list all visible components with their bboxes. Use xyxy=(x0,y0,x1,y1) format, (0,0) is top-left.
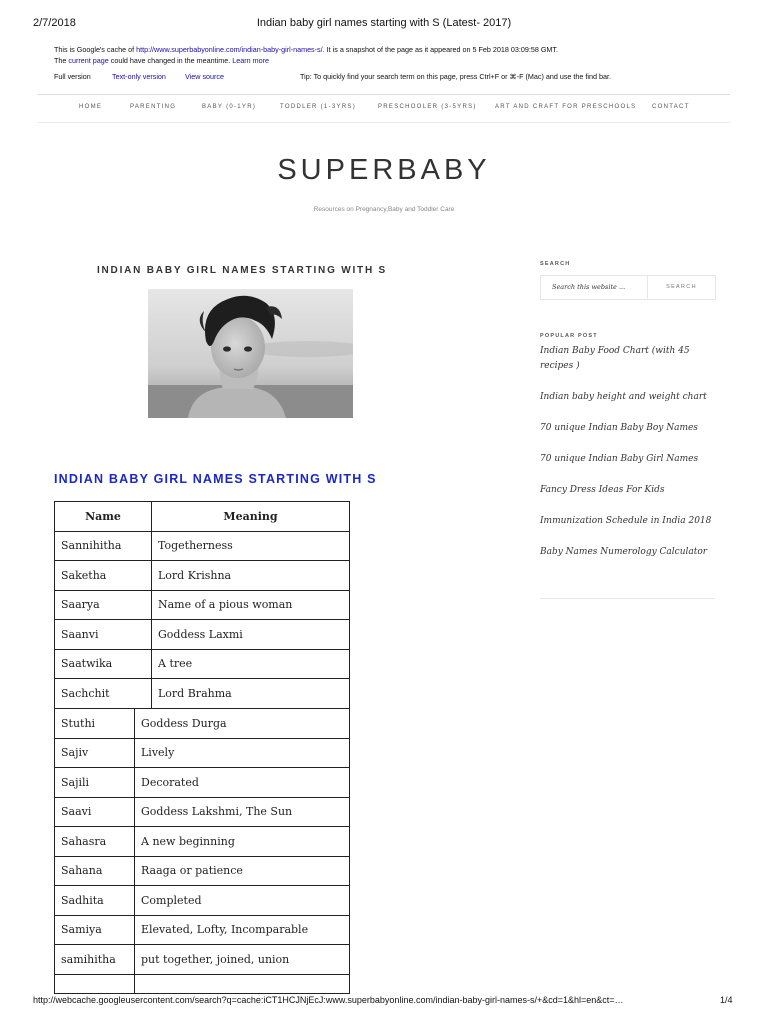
popular-post-link[interactable]: Indian Baby Food Chart (with 45 recipes ) xyxy=(540,346,690,371)
print-header xyxy=(0,17,768,31)
meaning-cell: Decorated xyxy=(135,768,350,798)
meaning-cell: Completed xyxy=(135,886,350,916)
site-tagline: Resources on Pregnancy,Baby and Toddler Care xyxy=(313,206,455,213)
nav-item-preschooler[interactable]: PRESCHOOLER (3-5YRS) xyxy=(378,104,477,110)
table-row xyxy=(55,915,350,945)
search-input[interactable]: Search this website ... xyxy=(541,276,648,299)
nav-item-toddler[interactable]: TODDLER (1-3YRS) xyxy=(280,104,357,110)
popular-post-link[interactable]: Fancy Dress Ideas For Kids xyxy=(540,485,665,495)
popular-post-list xyxy=(540,344,720,576)
table-row xyxy=(55,531,350,561)
meaning-cell: put together, joined, union xyxy=(135,945,350,975)
find-tip: Tip: To quickly find your search term on this page, press Ctrl+F or ⌘-F (Mac) and use the find bar. xyxy=(300,72,611,81)
popular-post-label: POPULAR POST xyxy=(540,333,598,339)
name-cell: Sajiv xyxy=(55,738,135,768)
nav-item-home[interactable]: HOME xyxy=(79,104,103,110)
meaning-cell: Togetherness xyxy=(152,531,350,561)
full-version-label: Full version xyxy=(54,72,91,81)
table-row xyxy=(55,561,350,591)
site-logo[interactable]: SUPERBABY xyxy=(277,154,491,186)
name-cell: Saatwika xyxy=(55,649,152,679)
name-cell: Saketha xyxy=(55,561,152,591)
names-table-2 xyxy=(54,708,350,994)
table-row xyxy=(55,768,350,798)
meaning-cell: Lord Brahma xyxy=(152,679,350,709)
current-page-link[interactable]: current page xyxy=(68,56,109,65)
name-cell: Sachchit xyxy=(55,679,152,709)
cache-notice xyxy=(54,44,734,66)
nav-item-contact[interactable]: CONTACT xyxy=(652,104,690,110)
nav-item-baby[interactable]: BABY (0-1YR) xyxy=(202,104,257,110)
name-cell: Saavi xyxy=(55,797,135,827)
meaning-cell: Lively xyxy=(135,738,350,768)
table-row xyxy=(55,827,350,857)
name-cell: Sadhita xyxy=(55,886,135,916)
name-cell: Samiya xyxy=(55,915,135,945)
name-cell: Sajili xyxy=(55,768,135,798)
search-form xyxy=(540,275,716,300)
names-table-1 xyxy=(54,501,350,709)
table-row xyxy=(55,709,350,739)
meaning-cell: Lord Krishna xyxy=(152,561,350,591)
name-cell: Sannihitha xyxy=(55,531,152,561)
popular-post-link[interactable]: 70 unique Indian Baby Girl Names xyxy=(540,454,699,464)
meaning-cell: Elevated, Lofty, Incomparable xyxy=(135,915,350,945)
print-footer-url: http://webcache.googleusercontent.com/search?q=cache:iCT1HCJNjEcJ:www.superbabyonline.com/indian-baby-girl-names-s/+&cd=1&hl=en&ct=… xyxy=(33,995,624,1005)
table-row xyxy=(55,590,350,620)
popular-post-link[interactable]: Baby Names Numerology Calculator xyxy=(540,547,708,557)
nav-item-art-craft[interactable]: ART AND CRAFT FOR PRESCHOOLS xyxy=(495,104,637,110)
name-cell: Sahana xyxy=(55,856,135,886)
table-header-row xyxy=(55,502,350,532)
nav-item-parenting[interactable]: PARENTING xyxy=(130,104,177,110)
cache-notice-line1 xyxy=(54,44,734,55)
text-only-version-link[interactable]: Text-only version xyxy=(112,72,166,81)
post-title: INDIAN BABY GIRL NAMES STARTING WITH S xyxy=(96,265,388,276)
cache-text: . It is a snapshot of the page as it appeared on 5 Feb 2018 03:09:58 GMT. xyxy=(322,45,558,54)
nav-divider-bottom xyxy=(37,122,730,123)
popular-post-link[interactable]: 70 unique Indian Baby Boy Names xyxy=(540,423,698,433)
meaning-cell: Goddess Laxmi xyxy=(152,620,350,650)
learn-more-link[interactable]: Learn more xyxy=(232,56,269,65)
main-nav xyxy=(37,104,730,114)
popular-post-link[interactable]: Immunization Schedule in India 2018 xyxy=(540,516,712,526)
cached-url-link[interactable]: http://www.superbabyonline.com/indian-baby-girl-names-s/ xyxy=(136,45,323,54)
meaning-cell: Name of a pious woman xyxy=(152,590,350,620)
name-cell xyxy=(55,974,135,993)
view-source-link[interactable]: View source xyxy=(185,72,225,81)
table-row xyxy=(55,797,350,827)
baby-photo xyxy=(148,289,353,418)
cache-text: The xyxy=(54,56,69,65)
table-row xyxy=(55,856,350,886)
column-header-meaning: Meaning xyxy=(152,502,350,532)
table-row xyxy=(55,886,350,916)
name-cell: samihitha xyxy=(55,945,135,975)
cache-text: could have changed in the meantime. xyxy=(108,56,233,65)
table-row xyxy=(55,679,350,709)
search-button[interactable]: SEARCH xyxy=(666,284,697,290)
name-cell: Stuthi xyxy=(55,709,135,739)
table-row xyxy=(55,945,350,975)
cache-text: This is Google's cache of xyxy=(54,45,137,54)
sidebar-divider xyxy=(540,598,714,599)
name-cell: Saanvi xyxy=(55,620,152,650)
table-row xyxy=(55,620,350,650)
name-cell: Saarya xyxy=(55,590,152,620)
column-header-name: Name xyxy=(55,502,152,532)
meaning-cell: Raaga or patience xyxy=(135,856,350,886)
section-heading: INDIAN BABY GIRL NAMES STARTING WITH S xyxy=(54,472,377,486)
popular-post-link[interactable]: Indian baby height and weight chart xyxy=(540,392,707,402)
print-title: Indian baby girl names starting with S (Latest- 2017) xyxy=(256,17,512,29)
meaning-cell xyxy=(135,974,350,993)
table-row xyxy=(55,974,350,993)
table-row xyxy=(55,649,350,679)
search-label: SEARCH xyxy=(540,261,571,267)
meaning-cell: A new beginning xyxy=(135,827,350,857)
print-date: 2/7/2018 xyxy=(33,17,76,29)
cache-notice-line2 xyxy=(54,55,734,66)
page-number: 1/4 xyxy=(720,995,733,1005)
meaning-cell: Goddess Durga xyxy=(135,709,350,739)
name-cell: Sahasra xyxy=(55,827,135,857)
nav-divider-top xyxy=(37,94,730,95)
meaning-cell: A tree xyxy=(152,649,350,679)
meaning-cell: Goddess Lakshmi, The Sun xyxy=(135,797,350,827)
table-row xyxy=(55,738,350,768)
